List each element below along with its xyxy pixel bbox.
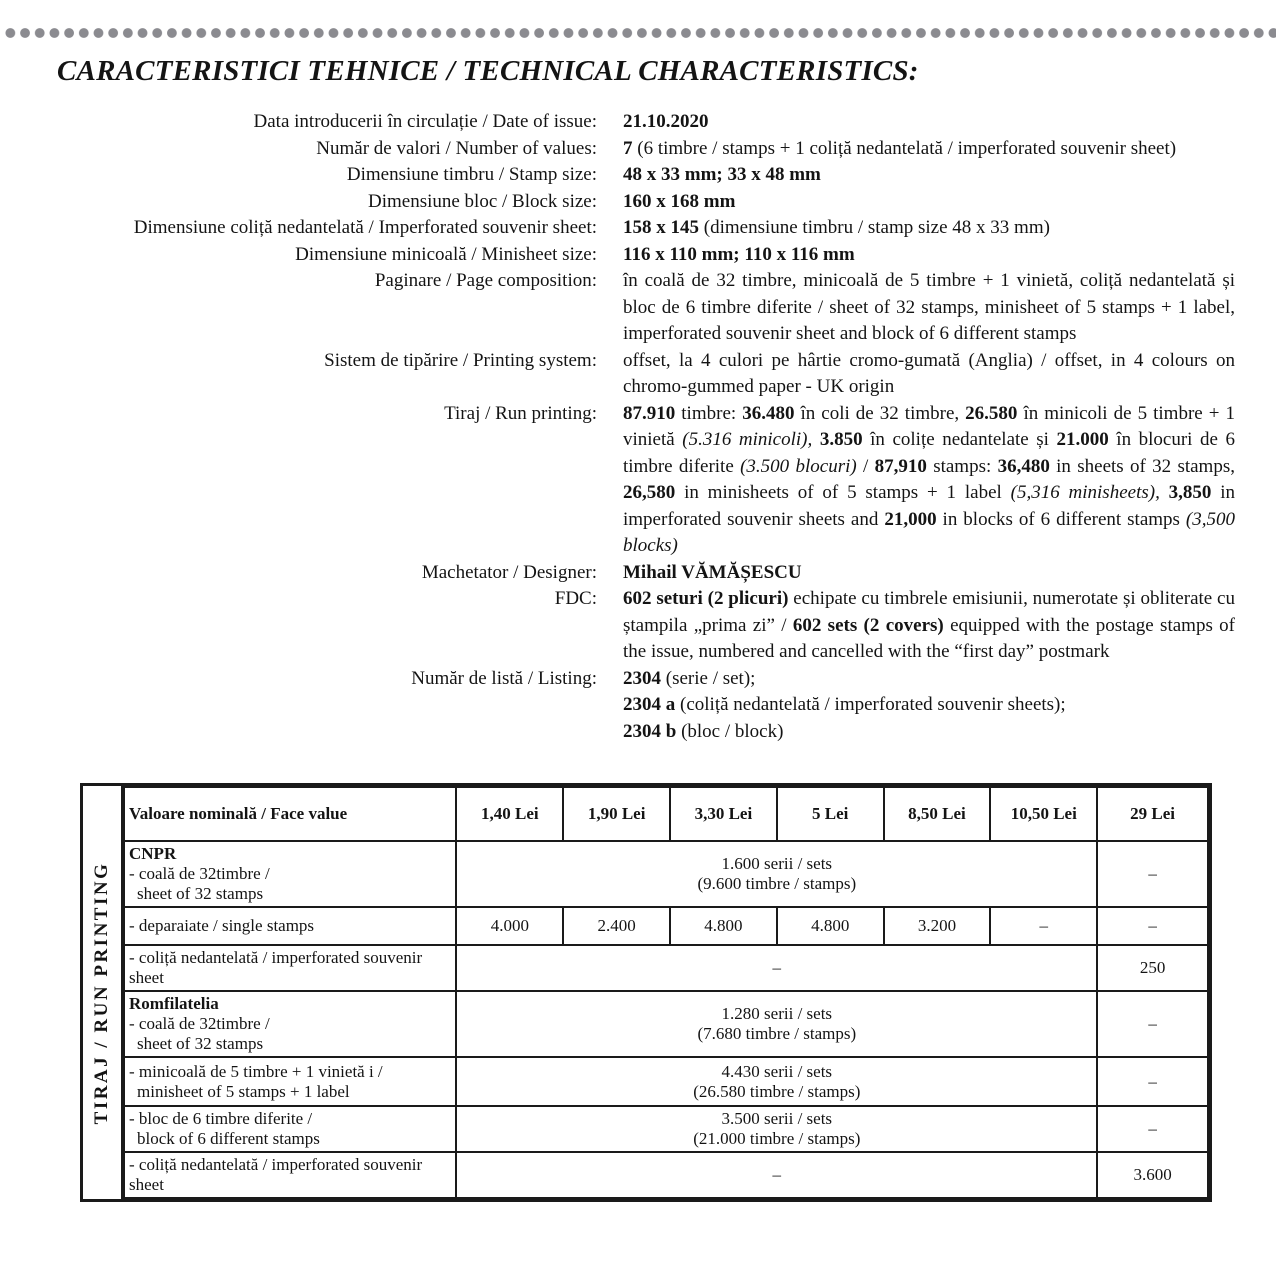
merged-value-line: (21.000 timbre / stamps): [693, 1129, 861, 1148]
detail-paragraph: 2304 b (bloc / block): [623, 720, 784, 742]
detail-row-imperforated-sheet-size: [57, 215, 1235, 242]
row-label-line: minisheet of 5 stamps + 1 label: [137, 1081, 350, 1101]
run-printing-side-cell: [83, 786, 123, 1199]
detail-value: [623, 666, 1235, 746]
table-row-cnpr-sheet: [124, 841, 1208, 907]
merged-value-line: 1.600 serii / sets: [721, 854, 833, 873]
last-column-cell: –: [1097, 841, 1208, 907]
table-row-block: [124, 1106, 1208, 1152]
price-header: 1,40 Lei: [456, 787, 563, 841]
detail-label: Data introducerii în circulație / Date of issue:: [253, 111, 597, 132]
detail-row-run-printing: [57, 401, 1235, 560]
value-cell: –: [1097, 907, 1208, 945]
last-column-cell: 3.600: [1097, 1152, 1208, 1198]
row-label-line: sheet of 32 stamps: [137, 884, 264, 903]
last-column-cell: –: [1097, 1057, 1208, 1106]
detail-row-fdc: [57, 586, 1235, 666]
merged-value-line: 4.430 serii / sets: [721, 1061, 833, 1081]
table-header-row: [124, 787, 1208, 841]
detail-value: [623, 560, 1235, 587]
value-cell: 4.800: [777, 907, 884, 945]
detail-label: Număr de listă / Listing:: [411, 667, 597, 689]
detail-row-minisheet-size: [57, 242, 1235, 269]
detail-label: Dimensiune bloc / Block size:: [367, 190, 597, 212]
merged-value-cell: [456, 1057, 1097, 1106]
detail-value: [623, 215, 1235, 242]
last-column-cell: 250: [1097, 945, 1208, 991]
detail-label: Dimensiune minicoală / Minisheet size:: [295, 243, 597, 265]
detail-value: [623, 268, 1235, 348]
row-label-cell: [124, 907, 456, 945]
detail-value: [623, 401, 1235, 560]
table-row-cnpr-imperforated-sheet: [124, 945, 1208, 991]
merged-value-cell: [456, 1106, 1097, 1152]
price-header: 3,30 Lei: [670, 787, 777, 841]
detail-label: Număr de valori / Number of values:: [316, 137, 597, 159]
row-label-cell: [124, 1057, 456, 1106]
merged-value-line: (7.680 timbre / stamps): [697, 1024, 857, 1043]
detail-row-designer: [57, 560, 1235, 587]
row-label-line: - bloc de 6 timbre diferite /: [129, 1109, 313, 1128]
merged-value-cell: [456, 991, 1097, 1057]
detail-row-block-size: [57, 189, 1235, 216]
detail-row-date-of-issue: [57, 109, 1235, 136]
detail-row-page-composition: [57, 268, 1235, 348]
detail-value: [623, 162, 1235, 189]
table-row-minisheet: [124, 1057, 1208, 1106]
detail-paragraph: 158 x 145 (dimensiune timbru / stamp size 48 x 33 mm): [623, 217, 1050, 238]
price-header: 1,90 Lei: [563, 787, 670, 841]
merged-value-cell: [456, 841, 1097, 907]
run-printing-grid: [123, 786, 1209, 1199]
table-row-romfilatelia-imperforated-sheet: [124, 1152, 1208, 1198]
detail-row-printing-system: [57, 348, 1235, 401]
detail-row-number-of-values: [57, 136, 1235, 163]
merged-value-line: –: [772, 958, 782, 977]
detail-paragraph: 160 x 168 mm: [623, 190, 736, 212]
price-header: 8,50 Lei: [884, 787, 991, 841]
detail-label: Tiraj / Run printing:: [444, 402, 597, 424]
detail-value: [623, 109, 1235, 136]
detail-paragraph: 21.10.2020: [623, 111, 709, 132]
value-cell: –: [990, 907, 1097, 945]
row-label-line: - coală de 32timbre /: [129, 864, 270, 883]
details-list: [57, 109, 1235, 745]
row-label-line: sheet of 32 stamps: [137, 1034, 264, 1053]
row-label-line: - coliță nedantelată / imperforated souvenir sheet: [129, 948, 423, 987]
merged-value-line: –: [772, 1165, 782, 1184]
price-header: 29 Lei: [1097, 787, 1208, 841]
detail-paragraph: Mihail VĂMĂȘESCU: [623, 561, 802, 583]
detail-paragraph: 2304 (serie / set);: [623, 667, 756, 689]
value-cell: 2.400: [563, 907, 670, 945]
detail-value: [623, 242, 1235, 269]
detail-label: Sistem de tipărire / Printing system:: [324, 349, 597, 371]
detail-label: Machetator / Designer:: [421, 561, 597, 583]
detail-row-listing: [57, 666, 1235, 746]
detail-value: [623, 189, 1235, 216]
value-cell: 3.200: [884, 907, 991, 945]
row-label-line: block of 6 different stamps: [137, 1129, 320, 1148]
detail-row-stamp-size: [57, 162, 1235, 189]
page-title: CARACTERISTICI TEHNICE / TECHNICAL CHARACTERISTICS:: [57, 55, 919, 87]
last-column-cell: –: [1097, 991, 1208, 1057]
value-cell: 4.800: [670, 907, 777, 945]
detail-paragraph: 116 x 110 mm; 110 x 116 mm: [623, 243, 855, 265]
merged-value-line: 1.280 serii / sets: [721, 1004, 833, 1023]
row-label-cell: [124, 945, 456, 991]
detail-paragraph: în coală de 32 timbre, minicoală de 5 timbre + 1 vinietă, coliță nedantelată și bloc de 6 timbre diferite / sheet of 32 stamps, minisheet of 5 stamps + 1 label, imperforated souvenir sheet and block of 6 different stamps: [623, 270, 1235, 344]
price-header: 10,50 Lei: [990, 787, 1097, 841]
detail-label: Dimensiune coliță nedantelată / Imperforated souvenir sheet:: [133, 217, 597, 238]
row-label-line: - deparaiate / single stamps: [129, 916, 315, 935]
row-label-cell: [124, 841, 456, 907]
merged-value-cell: [456, 945, 1097, 991]
detail-value: [623, 586, 1235, 666]
row-label-title: Romfilatelia: [129, 994, 219, 1013]
detail-paragraph: 48 x 33 mm; 33 x 48 mm: [623, 164, 821, 185]
detail-paragraph: offset, la 4 culori pe hârtie cromo-gumată (Anglia) / offset, in 4 colours on chromo-gummed paper - UK origin: [623, 349, 1235, 397]
value-cell: 4.000: [456, 907, 563, 945]
detail-label: FDC:: [554, 588, 597, 609]
merged-value-line: 3.500 serii / sets: [721, 1109, 833, 1128]
last-column-cell: –: [1097, 1106, 1208, 1152]
merged-value-cell: [456, 1152, 1097, 1198]
detail-label: Dimensiune timbru / Stamp size:: [346, 164, 597, 185]
row-label-title: CNPR: [129, 844, 177, 863]
face-value-header: Valoare nominală / Face value: [124, 787, 456, 841]
row-label-cell: [124, 991, 456, 1057]
price-header: 5 Lei: [777, 787, 884, 841]
detail-value: [623, 348, 1235, 401]
row-label-cell: [124, 1106, 456, 1152]
dotted-rule: [3, 27, 1276, 39]
detail-paragraph: 87.910 timbre: 36.480 în coli de 32 timbre, 26.580 în minicoli de 5 timbre + 1 vinietă (5.316 minicoli), 3.850 în colițe nedantelate și 21.000 în blocuri de 6 timbre diferite (3.500 blocuri) / 87,910 stamps: 36,480 in sheets of 32 stamps, 26,580 in minisheets of of 5 stamps + 1 label (5,316 minisheets), 3,850 in imperforated souvenir sheets and 21,000 in blocks of 6 different stamps (3,500 blocks): [623, 402, 1236, 556]
table-row-romfilatelia-sheet: [124, 991, 1208, 1057]
table-row-single-stamps: [124, 907, 1208, 945]
detail-value: [623, 136, 1235, 163]
row-label-cell: [124, 1152, 456, 1198]
run-printing-side-label: TIRAJ / RUN PRINTING: [91, 861, 112, 1124]
detail-label: Paginare / Page composition:: [374, 270, 597, 291]
row-label-line: - minicoală de 5 timbre + 1 vinietă i /: [129, 1061, 383, 1081]
row-label-line: - coliță nedantelată / imperforated souvenir sheet: [129, 1155, 423, 1194]
run-printing-table: [80, 783, 1212, 1202]
row-label-line: - coală de 32timbre /: [129, 1014, 270, 1033]
detail-paragraph: 602 seturi (2 plicuri) echipate cu timbrele emisiunii, numerotate și obliterate cu ștampila „prima zi” / 602 sets (2 covers) equipped with the postage stamps of the issue, numbered and cancelled with the “first day” postmark: [623, 588, 1235, 662]
merged-value-line: (9.600 timbre / stamps): [697, 874, 857, 893]
detail-paragraph: 2304 a (coliță nedantelată / imperforated souvenir sheets);: [623, 694, 1066, 715]
detail-paragraph: 7 (6 timbre / stamps + 1 coliță nedantelată / imperforated souvenir sheet): [623, 137, 1177, 159]
merged-value-line: (26.580 timbre / stamps): [693, 1081, 861, 1101]
